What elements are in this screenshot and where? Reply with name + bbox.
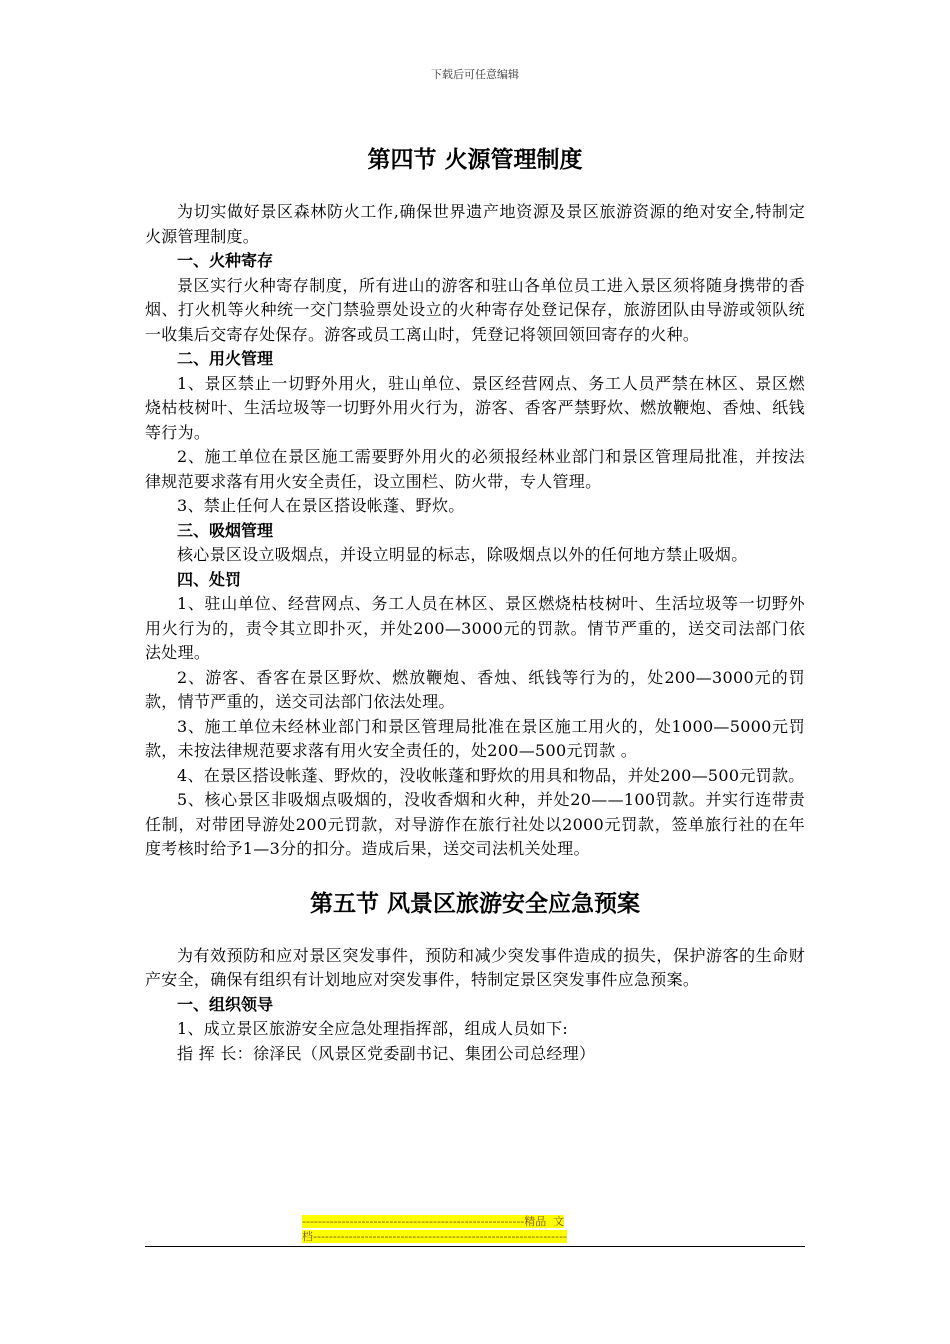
heading-smoking: 三、吸烟管理 [177, 520, 274, 540]
footer-rule [145, 1246, 805, 1247]
section5-intro: 为有效预防和应对景区突发事件，预防和减少突发事件造成的损失，保护游客的生命财产安全，确保有组织有计划地应对突发事件，特制定景区突发事件应急预案。 [145, 945, 805, 989]
page-header: 下载后可任意编辑 [431, 68, 519, 81]
footer-line-1: --------------------------------------------------------精品 文 [302, 1215, 565, 1228]
paragraph-organization-1: 1、成立景区旅游安全应急处理指挥部，组成人员如下: [177, 1019, 569, 1038]
section5-title: 第五节 风景区旅游安全应急预案 [309, 889, 640, 917]
footer-watermark [302, 1214, 567, 1244]
section4-intro: 为切实做好景区森林防火工作,确保世界遗产地资源及景区旅游资源的绝对安全,特制定火源管理制度。 [145, 202, 805, 246]
section4-title: 第四节 火源管理制度 [367, 146, 583, 173]
heading-fire-deposit: 一、火种寄存 [177, 251, 274, 270]
paragraph-penalty-4: 4、在景区搭设帐蓬、野炊的，没收帐蓬和野炊的用具和物品，并处200—500元罚款。 [177, 765, 805, 785]
paragraph-smoking: 核心景区设立吸烟点，并设立明显的标志，除吸烟点以外的任何地方禁止吸烟。 [177, 545, 748, 564]
document-body [145, 140, 805, 1066]
paragraph-penalty-3: 3、施工单位未经林业部门和景区管理局批准在景区施工用火的，处1000—5000元罚款，未按法律规范要求落有用火安全责任的，处200—500元罚款 。 [145, 716, 805, 760]
paragraph-fire-use-3: 3、禁止任何人在景区搭设帐蓬、野炊。 [177, 496, 465, 515]
paragraph-commander: 指 挥 长：徐泽民（风景区党委副书记、集团公司总经理） [177, 1043, 596, 1063]
heading-organization: 一、组织领导 [177, 994, 274, 1014]
footer-line-2: 档---------------------------------------------------------------- [302, 1230, 568, 1243]
paragraph-penalty-1: 1、驻山单位、经营网点、务工人员在林区、景区燃烧枯枝树叶、生活垃圾等一切野外用火行为的，责令其立即扑灭，并处200—3000元的罚款。情节严重的，送交司法部门依法处理。 [145, 594, 805, 662]
paragraph-fire-deposit: 景区实行火种寄存制度，所有进山的游客和驻山各单位员工进入景区须将随身携带的香烟、打火机等火种统一交门禁验票处设立的火种寄存处登记保存，旅游团队由导游或领队统一收集后交寄存处保存。游客或员工离山时，凭登记将领回领回寄存的火种。 [145, 275, 805, 344]
paragraph-fire-use-1: 1、景区禁止一切野外用火，驻山单位、景区经营网点、务工人员严禁在林区、景区燃烧枯枝树叶、生活垃圾等一切野外用火行为，游客、香客严禁野炊、燃放鞭炮、香烛、纸钱等行为。 [145, 373, 805, 442]
paragraph-penalty-5: 5、核心景区非吸烟点吸烟的，没收香烟和火种，并处20——100罚款。并实行连带责任制，对带团导游处200元罚款，对导游作在旅行社处以2000元罚款，签单旅行社的在年度考核时给予1—3分的扣分。造成后果，送交司法机关处理。 [145, 790, 805, 858]
paragraph-penalty-2: 2、游客、香客在景区野炊、燃放鞭炮、香烛、纸钱等行为的，处200—3000元的罚款，情节严重的，送交司法部门依法处理。 [145, 667, 805, 711]
heading-penalty: 四、处罚 [177, 569, 242, 589]
paragraph-fire-use-2: 2、施工单位在景区施工需要野外用火的必须报经林业部门和景区管理局批准，并按法律规范要求落有用火安全责任，设立围栏、防火带，专人管理。 [145, 447, 805, 491]
heading-fire-use: 二、用火管理 [177, 349, 274, 368]
